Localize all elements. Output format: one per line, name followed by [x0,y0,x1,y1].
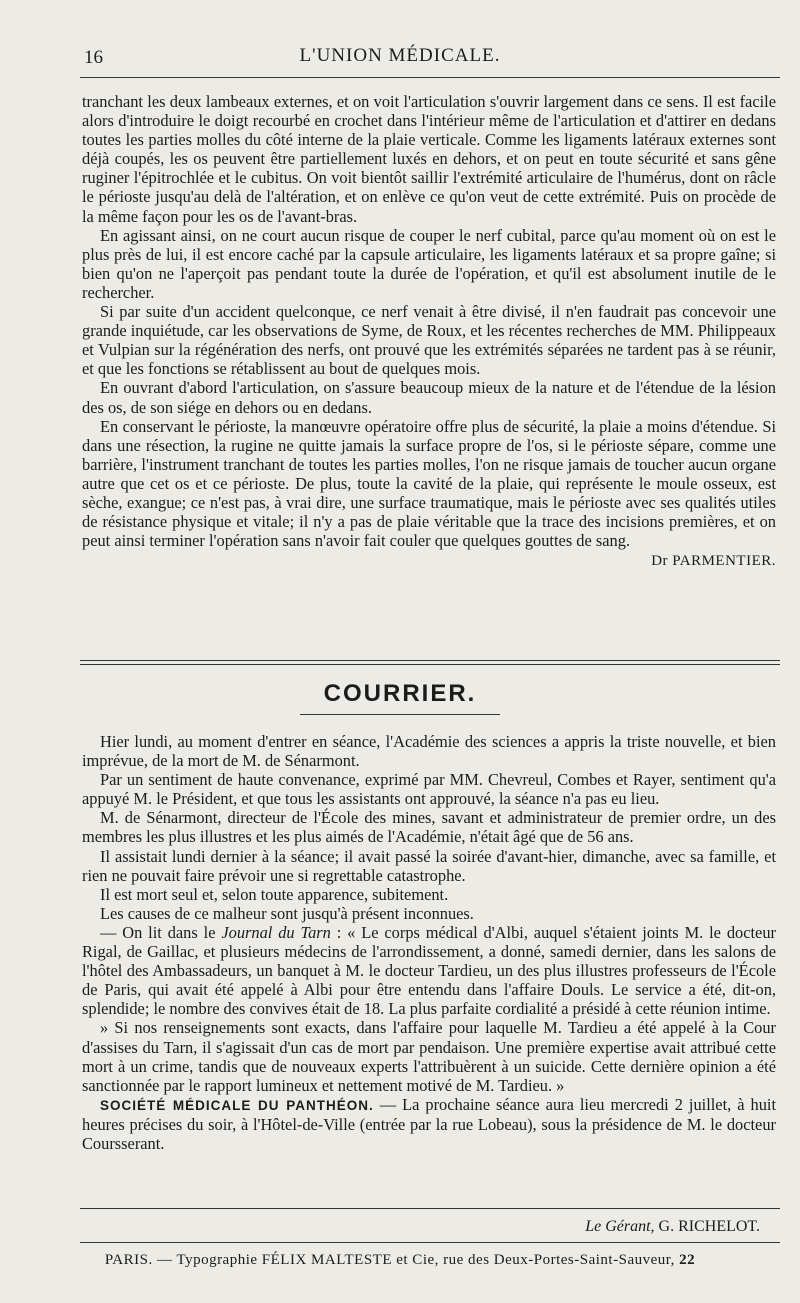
section-rule [80,660,780,661]
header-rule [80,77,780,78]
article-paragraph: En conservant le périoste, la manœuvre opératoire offre plus de sécurité, la plaie a moins d'étendue. Si dans une résection, la rugine ne quitte jamais la surface propre de l'os, si le périoste sépare, comme une barrière, l'instrument tranchant de toutes les parties molles, l'on ne risque jamais de toucher aucun organe autre que cet os et ce périoste. De plus, toute la cavité de la plaie, qui représente le moule osseux, est sèche, exangue; ce n'est pas, à vrai dire, une surface traumatique, mais le périoste avec ses qualités utiles de résistance physique et vitale; il n'y a pas de plaie véritable que la trace des incisions premières, et on peut ainsi terminer l'opération sans n'avoir fait couler que quelques gouttes de sang. [82,416,776,551]
gerant-name: G. RICHELOT. [658,1218,760,1235]
society-name: SOCIÉTÉ MÉDICALE DU PANTHÉON. [100,1097,374,1113]
tarn-paragraph-2: » Si nos renseignements sont exacts, dans l'affaire pour laquelle M. Tardieu a été appelé à la Cour d'assises du Tarn, il s'agissait d'un cas de mort par pendaison. Une première expertise avait attribué cette mort à un crime, tandis que de nouveaux experts l'attribuèrent à un suicide. Cette dernière opinion a été sanctionnée par le rapport lumineux et nettement motivé de M. Tardieu. » [82,1018,776,1095]
courrier-paragraph: Hier lundi, au moment d'entrer en séance, l'Académie des sciences a appris la triste nouvelle, et bien imprévue, de la mort de M. de Sénarmont. [82,732,776,771]
courrier-paragraph: M. de Sénarmont, directeur de l'École des mines, savant et administrateur de premier ordre, un des membres les plus illustres et les plus aimés de l'Académie, n'était âgé que de 56 ans. [82,808,776,847]
imprint-text: PARIS. — Typographie FÉLIX MALTESTE et Cie, rue des Deux-Portes-Saint-Sauveur, [104,1252,680,1268]
page-number: 16 [84,47,103,68]
society-paragraph [82,1095,776,1153]
courrier-paragraph: Les causes de ce malheur sont jusqu'à présent inconnues. [100,903,474,923]
article-body [82,92,776,570]
imprint-page-number: 22 [679,1252,696,1268]
article-paragraph: En ouvrant d'abord l'articulation, on s'assure beaucoup mieux de la nature et de l'étendue de la lésion des os, de son siége en dehors ou en dedans. [82,378,776,417]
courrier-body [82,732,776,1153]
section-rule [80,664,780,665]
running-head: L'UNION MÉDICALE. [299,45,501,66]
society-text: — La prochaine séance aura lieu mercredi 2 juillet, à huit heures précises du soir, à l'Hôtel-de-Ville (entrée par la rue Lobeau), sous la présidence de M. le docteur Coursserant. [82,1094,776,1153]
courrier-paragraph: Par un sentiment de haute convenance, exprimé par MM. Chevreul, Combes et Rayer, sentiment qu'a appuyé M. le Président, et que tous les assistants ont approuvé, la séance n'a pas eu lieu. [82,770,776,809]
section-heading: COURRIER. [323,680,477,707]
article-paragraph: En agissant ainsi, on ne court aucun risque de couper le nerf cubital, parce qu'au moment où on est le plus près de lui, il est encore caché par la capsule articulaire, les ligaments latéraux et sa propre gaîne; si bien qu'on ne l'aperçoit pas pendant toute la durée de l'opération, et qu'il est absolument inutile de le rechercher. [82,225,776,302]
gerant-label: Le Gérant, [585,1218,655,1235]
article-paragraph: Si par suite d'un accident quelconque, ce nerf venait à être divisé, il n'en faudrait pas concevoir une grande inquiétude, car les observations de Syme, de Roux, et les récentes recherches de MM. Philippeaux et Vulpian sur la régénération des nerfs, ont prouvé que les extrémités séparées ne tardent pas à se réunir, et que les fonctions se rétablissent au bout de quelques mois. [82,302,776,379]
tarn-text: : « Le corps médical d'Albi, auquel s'étaient joints M. le docteur Rigal, de Gaillac, et plusieurs médecins de l'arrondissement, a donné, samedi dernier, dans les salons de l'hôtel des Ambassadeurs, un banquet à M. le docteur Tardieu, un des plus illustres professeurs de l'École de Paris, qui avait été appelé à Albi pour être entendu dans l'affaire Douls. Le service a été, dit-on, splendide; le nombre des convives était de 18. La plus parfaite cordialité a présidé à cette réunion intime. [82,922,776,1019]
courrier-paragraph: Il est mort seul et, selon toute apparence, subitement. [100,884,449,904]
gerant-line [585,1218,760,1236]
tarn-intro: — On lit dans le [100,922,222,942]
imprint-rule [80,1242,780,1243]
imprint-line [0,1252,800,1269]
article-signature: Dr PARMENTIER. [651,553,776,570]
heading-underline [300,714,500,715]
tarn-paragraph [82,923,776,1018]
article-paragraph: tranchant les deux lambeaux externes, et on voit l'articulation s'ouvrir largement dans ce sens. Il est facile alors d'introduire le doigt recourbé en crochet dans l'intérieur même de l'articulation et d'attirer en dedans toutes les parties molles du côté interne de la plaie verticale. Comme les ligaments latéraux externes sont déjà coupés, les os peuvent être partiellement luxés en dehors, et on peut en toute sécurité et sans gêne ruginer l'épitrochlée et le cubitus. On voit bientôt saillir l'extrémité articulaire de l'humérus, dont on râcle le périoste jusqu'au delà de l'altération, et on enlève ce qu'on veut de cette extrémité. Puis on procède de la même façon pour les os de l'avant-bras. [82,92,776,226]
journal-title: Journal du Tarn [221,922,331,942]
footer-rule [80,1208,780,1209]
courrier-paragraph: Il assistait lundi dernier à la séance; il avait passé la soirée d'avant-hier, dimanche, avec sa famille, et rien ne pouvait faire prévoir une si regrettable catastrophe. [82,846,776,885]
